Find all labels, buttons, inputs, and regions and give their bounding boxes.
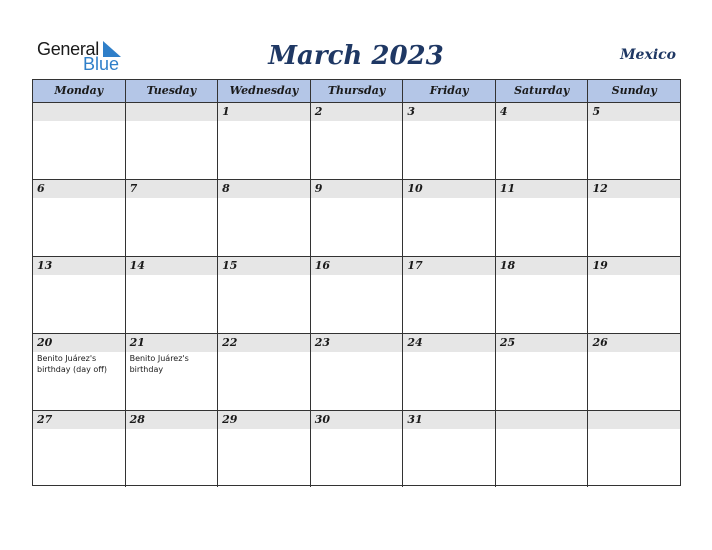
day-cell [126, 103, 219, 179]
weekday-header: Thursday [311, 80, 404, 102]
day-cell [496, 257, 589, 333]
weekday-header: Sunday [611, 84, 657, 97]
date-strip [588, 411, 680, 429]
day-number: 8 [222, 182, 230, 195]
day-number: 27 [37, 413, 53, 426]
day-number: 23 [314, 336, 331, 349]
day-number: 18 [499, 259, 516, 272]
weekday-header: Wednesday [218, 80, 311, 102]
date-strip [403, 103, 495, 121]
date-strip [311, 103, 403, 121]
day-cell [588, 180, 680, 256]
date-strip [33, 103, 125, 121]
logo-text-blue: Blue [83, 54, 120, 74]
day-number: 24 [407, 336, 423, 349]
day-number: 22 [222, 336, 238, 349]
weekday-header: Saturday [496, 80, 589, 102]
weekday-header: Monday [33, 80, 126, 102]
date-strip [126, 180, 218, 198]
day-cell [496, 103, 589, 179]
day-number: 17 [407, 259, 423, 272]
week-row [33, 411, 680, 487]
day-cell [588, 334, 680, 410]
day-cell [218, 411, 311, 487]
day-number: 1 [222, 105, 230, 118]
day-number: 26 [592, 336, 608, 349]
day-number: 3 [407, 105, 415, 118]
day-cell [403, 257, 496, 333]
day-number: 5 [592, 105, 601, 118]
day-cell [33, 103, 126, 179]
day-number: 4 [499, 105, 508, 118]
date-strip [496, 411, 588, 429]
day-number: 12 [592, 182, 608, 195]
calendar-grid [32, 79, 681, 486]
holiday-label: Benito Juárez's birthday [129, 354, 189, 374]
day-cell [588, 103, 680, 179]
day-cell [496, 334, 589, 410]
day-number: 14 [129, 259, 145, 272]
day-cell [218, 103, 311, 179]
weekday-header-row [33, 80, 680, 103]
day-number: 25 [499, 336, 516, 349]
day-number: 29 [222, 413, 238, 426]
day-cell [33, 257, 126, 333]
day-cell [218, 180, 311, 256]
day-number: 16 [314, 259, 331, 272]
day-cell [33, 334, 126, 410]
weekday-header: Friday [403, 80, 496, 102]
day-number: 7 [129, 182, 138, 195]
day-cell [126, 257, 219, 333]
day-number: 10 [407, 182, 423, 195]
calendar-title: March 2023 [268, 41, 444, 71]
day-number: 21 [129, 336, 145, 349]
day-cell [311, 411, 404, 487]
day-number: 19 [592, 259, 608, 272]
day-cell [218, 257, 311, 333]
country-label: Mexico [620, 47, 676, 63]
day-cell [126, 334, 219, 410]
day-cell [311, 257, 404, 333]
date-strip [218, 103, 310, 121]
day-cell [126, 180, 219, 256]
day-number: 9 [314, 182, 323, 195]
day-cell [311, 180, 404, 256]
holiday-label: Benito Juárez's birthday (day off) [37, 354, 107, 374]
date-strip [496, 103, 588, 121]
day-cell [403, 180, 496, 256]
day-cell [496, 411, 589, 487]
day-cell [33, 411, 126, 487]
weekday-header: Tuesday [126, 80, 219, 102]
day-number: 20 [37, 336, 53, 349]
day-cell [588, 257, 680, 333]
date-strip [33, 180, 125, 198]
day-cell [218, 334, 311, 410]
day-cell [588, 411, 680, 487]
day-cell [496, 180, 589, 256]
day-number: 31 [407, 413, 423, 426]
date-strip [126, 103, 218, 121]
day-cell [403, 334, 496, 410]
week-row [33, 103, 680, 180]
day-number: 28 [129, 413, 145, 426]
day-number: 6 [37, 182, 45, 195]
day-number: 2 [314, 105, 323, 118]
date-strip [588, 103, 680, 121]
day-cell [126, 411, 219, 487]
week-row [33, 334, 680, 411]
day-cell [311, 334, 404, 410]
week-row [33, 257, 680, 334]
day-cell [403, 411, 496, 487]
day-number: 15 [222, 259, 238, 272]
day-number: 30 [314, 413, 331, 426]
day-number: 13 [37, 259, 53, 272]
logo-text-general: General [37, 39, 99, 59]
week-row [33, 180, 680, 257]
day-cell [403, 103, 496, 179]
date-strip [218, 180, 310, 198]
date-strip [311, 180, 403, 198]
day-cell [33, 180, 126, 256]
day-number: 11 [499, 182, 516, 195]
day-cell [311, 103, 404, 179]
